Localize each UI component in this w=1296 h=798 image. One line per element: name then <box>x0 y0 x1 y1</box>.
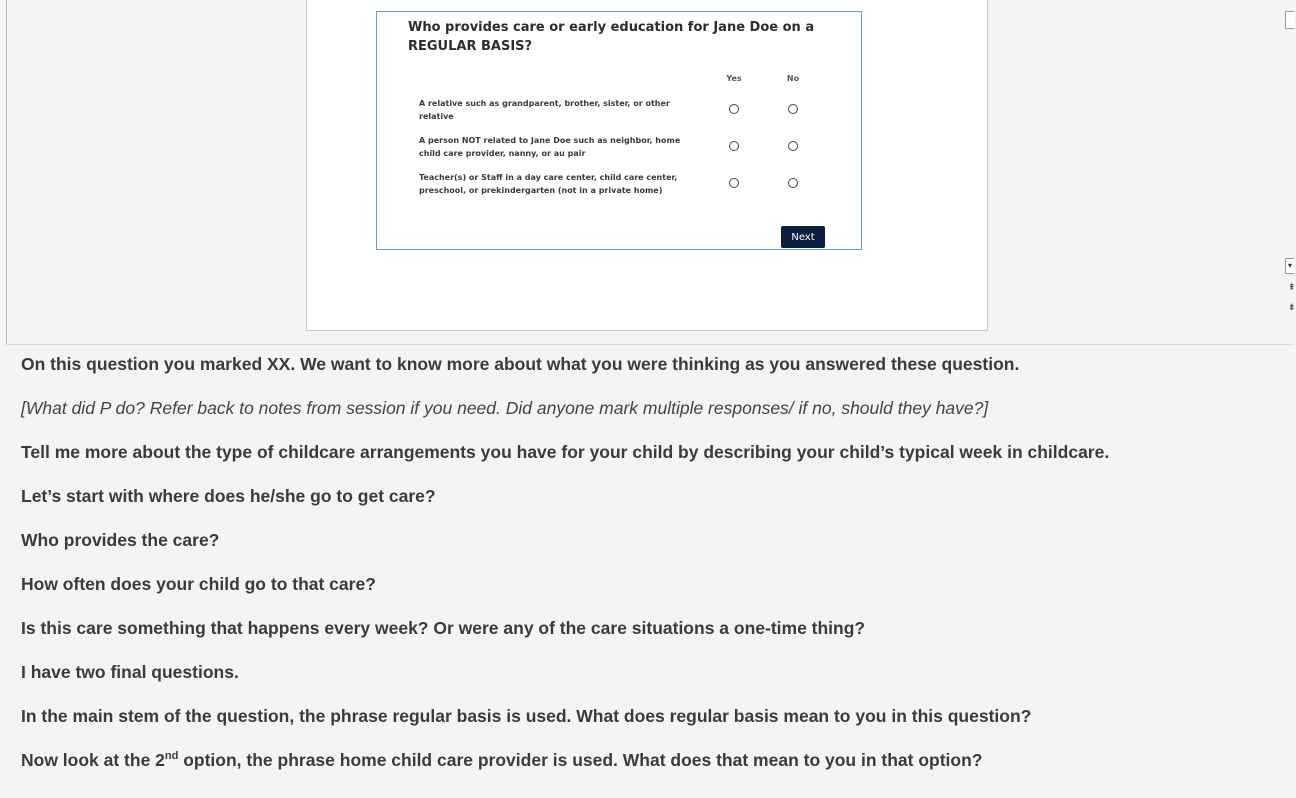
guide-question-home-provider <box>21 750 982 771</box>
radio-relative-no[interactable] <box>788 104 798 114</box>
guide-text-final: I have two final questions. <box>21 662 239 682</box>
guide-question-every-week: Is this care something that happens every week? Or were any of the care situations a one-time thing? <box>21 618 866 638</box>
radio-center-staff-yes[interactable] <box>729 178 739 188</box>
option-label-non-relative: A person NOT related to Jane Doe such as neighbor, home child care provider, nanny, or au pair <box>419 136 681 158</box>
chevron-down-icon: ▾ <box>1287 261 1292 270</box>
guide-question-arrangements: Tell me more about the type of childcare arrangements you have for your child by describing your child’s typical week in childcare. <box>21 442 1110 462</box>
guide-question-home-provider-part1: Now look at the 2 <box>21 750 165 770</box>
section-divider <box>8 344 1294 345</box>
ordinal-suffix: nd <box>164 750 179 763</box>
question-title: Who provides care or early education for Jane Doe on a REGULAR BASIS? <box>408 20 815 54</box>
scroll-down-button[interactable] <box>1285 258 1294 274</box>
guide-question-how-often: How often does your child go to that care? <box>21 574 376 594</box>
survey-question-card <box>376 11 862 250</box>
guide-question-where: Let’s start with where does he/she go to get care? <box>21 486 436 506</box>
guide-question-home-provider-part2: option, the phrase home child care provider is used. What does that mean to you in that option? <box>178 750 983 770</box>
radio-non-relative-no[interactable] <box>788 141 798 151</box>
scroll-marker-icon: ⇞ <box>1288 282 1296 292</box>
scrollbar-thumb[interactable] <box>1285 11 1294 29</box>
radio-non-relative-yes[interactable] <box>729 141 739 151</box>
option-label-relative: A relative such as grandparent, brother, sister, or other relative <box>419 99 670 121</box>
guide-question-regular-basis: In the main stem of the question, the phrase regular basis is used. What does regular basis mean to you in this question? <box>21 706 1032 726</box>
radio-relative-yes[interactable] <box>729 104 739 114</box>
guide-interviewer-note: [What did P do? Refer back to notes from session if you need. Did anyone mark multiple responses/ if no, should they have?] <box>21 398 989 418</box>
column-header-no: No <box>786 74 800 83</box>
scroll-marker-icon: ⇟ <box>1288 302 1296 312</box>
left-border <box>6 0 7 345</box>
column-header-yes: Yes <box>726 74 742 83</box>
guide-text-intro: On this question you marked XX. We want to know more about what you were thinking as you answered these question. <box>21 354 1020 374</box>
guide-question-who: Who provides the care? <box>21 530 220 550</box>
next-button[interactable]: Next <box>781 226 825 248</box>
option-label-center-staff: Teacher(s) or Staff in a day care center, child care center, preschool, or prekindergarten (not in a private home) <box>419 173 678 195</box>
radio-center-staff-no[interactable] <box>788 178 798 188</box>
